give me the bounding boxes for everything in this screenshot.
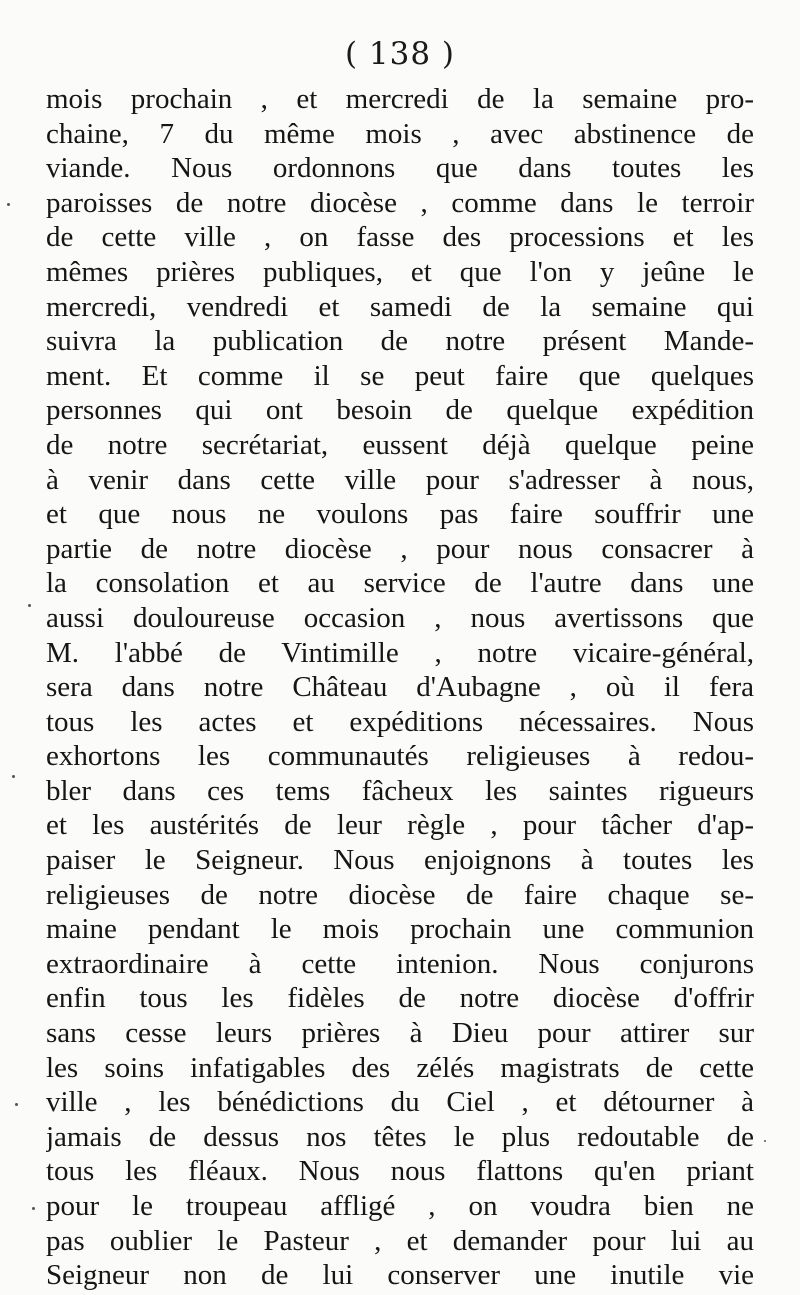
text-line: et que nous ne voulons pas faire souffrir une [46, 498, 754, 531]
text-line: de notre secrétariat, eussent déjà quelque peine [46, 428, 754, 461]
text-line: à venir dans cette ville pour s'adresser à nous, [46, 463, 754, 496]
text-line: maine pendant le mois prochain une communion [46, 913, 754, 946]
text-line: personnes qui ont besoin de quelque expédition [46, 394, 754, 427]
print-speck [15, 1103, 18, 1106]
text-line: pour le troupeau affligé , on voudra bien ne [46, 1190, 754, 1222]
print-speck [32, 1207, 35, 1210]
text-line: M. l'abbé de Vintimille , notre vicaire-général, [46, 636, 754, 669]
text-line: pas oublier le Pasteur , et demander pour lui au [46, 1224, 754, 1257]
text-line: suivra la publication de notre présent Mande- [46, 325, 754, 358]
text-line: viande. Nous ordonnons que dans toutes les [46, 152, 754, 185]
body-text [46, 82, 754, 1293]
text-line: et les austérités de leur règle , pour tâcher d'ap- [46, 809, 754, 842]
text-line: mêmes prières publiques, et que l'on y jeûne le [46, 255, 754, 288]
text-line: extraordinaire à cette intenion. Nous conjurons [46, 947, 754, 980]
text-line: ment. Et comme il se peut faire que quelques [46, 359, 754, 392]
text-line: tous les fléaux. Nous nous flattons qu'en priant [46, 1155, 754, 1188]
text-line: ville , les bénédictions du Ciel , et détourner à [46, 1086, 754, 1119]
text-line: paiser le Seigneur. Nous enjoignons à toutes les [46, 844, 754, 877]
text-line: Seigneur non de lui conserver une inutile vie [46, 1259, 754, 1292]
text-line: de cette ville , on fasse des processions et les [46, 221, 754, 254]
text-line: partie de notre diocèse , pour nous consacrer à [46, 532, 754, 565]
text-line: exhortons les communautés religieuses à redou- [46, 740, 754, 773]
print-speck [7, 203, 10, 206]
text-line: religieuses de notre diocèse de faire chaque se- [46, 878, 754, 911]
text-line: la consolation et au service de l'autre dans une [46, 567, 754, 600]
print-speck [28, 604, 31, 607]
text-line: bler dans ces tems fâcheux les saintes rigueurs [46, 774, 754, 807]
text-line: tous les actes et expéditions nécessaires. Nous [46, 705, 754, 738]
text-line: jamais de dessus nos têtes le plus redoutable de [46, 1120, 754, 1153]
text-line: aussi douloureuse occasion , nous avertissons que [46, 601, 754, 634]
print-speck [764, 1140, 766, 1142]
text-line: chaine, 7 du même mois , avec abstinence de [46, 117, 754, 150]
text-line: sera dans notre Château d'Aubagne , où il fera [46, 671, 754, 704]
text-line: mois prochain , et mercredi de la semaine pro- [46, 83, 754, 115]
page-number: ( 138 ) [344, 36, 456, 72]
text-line: enfin tous les fidèles de notre diocèse d'offrir [46, 982, 754, 1015]
text-line: les soins infatigables des zélés magistrats de cette [46, 1051, 754, 1084]
text-line: mercredi, vendredi et samedi de la semaine qui [46, 290, 754, 323]
text-line: paroisses de notre diocèse , comme dans le terroir [46, 186, 754, 219]
text-line: sans cesse leurs prières à Dieu pour attirer sur [46, 1017, 754, 1050]
print-speck [12, 775, 15, 778]
